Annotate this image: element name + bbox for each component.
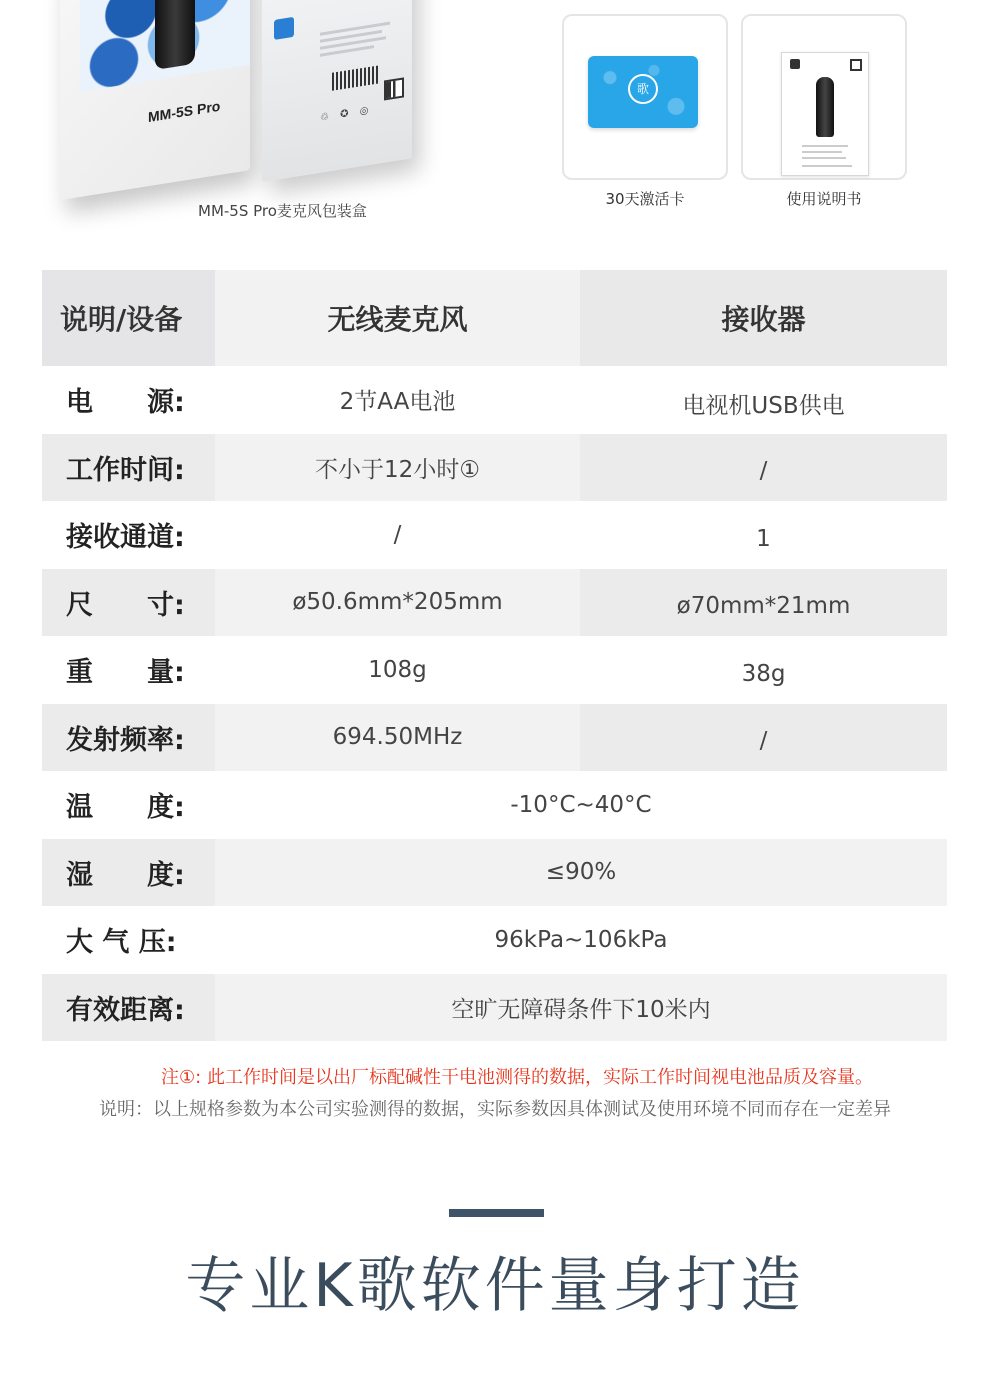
receiver-value: 1 <box>756 525 771 552</box>
header-description: 说明/设备 <box>42 270 215 366</box>
barcode-icon <box>332 65 380 91</box>
box-caption: MM-5S Pro麦克风包装盒 <box>198 202 367 220</box>
shared-value: 空旷无障碍条件下10米内 <box>215 974 947 1042</box>
section-divider <box>449 1209 544 1217</box>
table-row <box>42 974 947 1042</box>
spec-table-header <box>42 270 947 366</box>
table-row <box>42 704 947 772</box>
table-row <box>42 636 947 704</box>
table-row <box>42 906 947 974</box>
song-logo-icon: 歌 <box>628 74 658 104</box>
table-row <box>42 434 947 502</box>
box-spec-lines <box>320 22 390 61</box>
row-label: 尺 寸: <box>42 569 215 637</box>
manual-qr-icon <box>850 59 862 71</box>
mic-value: / <box>393 521 402 548</box>
box-side-panel <box>262 0 412 182</box>
mic-value: 108g <box>368 656 427 683</box>
header-receiver: 接收器 <box>580 270 947 366</box>
row-label: 有效距离: <box>42 974 215 1042</box>
recycle-icon: ♲ ✪ ◎ <box>320 104 373 124</box>
manual-microphone-image <box>816 77 834 137</box>
mic-value: ø50.6mm*205mm <box>215 569 580 637</box>
activation-card-tile <box>562 14 728 180</box>
row-label: 工作时间: <box>42 434 215 502</box>
table-row <box>42 501 947 569</box>
box-model-label: MM-5S Pro <box>148 97 221 126</box>
row-label: 湿 度: <box>42 839 215 907</box>
header-wireless-mic: 无线麦克风 <box>215 270 580 366</box>
table-row <box>42 771 947 839</box>
table-row <box>42 839 947 907</box>
manual-caption: 使用说明书 <box>786 190 862 208</box>
table-row <box>42 569 947 637</box>
manual-tile <box>741 14 907 180</box>
row-label: 发射频率: <box>42 704 215 772</box>
footnote-battery: 注①: 此工作时间是以出厂标配碱性干电池测得的数据，实际工作时间视电池品质及容量。 <box>161 1067 873 1088</box>
row-label: 重 量: <box>66 657 185 689</box>
shared-value: 96kPa~106kPa <box>494 926 668 953</box>
packaging-box-image <box>40 0 520 190</box>
row-label: 接收通道: <box>66 522 185 554</box>
microphone-image <box>155 0 195 70</box>
mic-value: 2节AA电池 <box>339 389 456 416</box>
footnote-disclaimer: 说明：以上规格参数为本公司实验测得的数据，实际参数因具体测试及使用环境不同而存在一定差异 <box>99 1099 891 1120</box>
table-row <box>42 366 947 434</box>
receiver-value: / <box>580 434 947 502</box>
receiver-value: 38g <box>741 660 786 687</box>
shared-value: ≤90% <box>215 839 947 907</box>
row-label: 温 度: <box>66 792 185 824</box>
row-label: 大 气 压: <box>66 927 177 959</box>
brand-logo-icon <box>274 17 294 40</box>
spec-table <box>42 270 947 1041</box>
box-front-panel <box>60 0 250 200</box>
shared-value: -10°C~40°C <box>510 791 652 818</box>
activation-card-image <box>588 56 698 128</box>
receiver-value: ø70mm*21mm <box>580 569 947 637</box>
product-contents-section <box>0 0 990 240</box>
receiver-value: 电视机USB供电 <box>682 393 845 420</box>
section-title: 专业K歌软件量身打造 <box>185 1251 805 1321</box>
row-label: 电 源: <box>66 387 185 419</box>
manual-logo-icon <box>790 59 800 69</box>
manual-image <box>781 52 869 176</box>
mic-value: 不小于12小时① <box>215 434 580 502</box>
receiver-value: / <box>580 704 947 772</box>
qr-code-icon <box>384 77 404 100</box>
activation-card-caption: 30天激活卡 <box>605 190 685 208</box>
mic-value: 694.50MHz <box>215 704 580 772</box>
